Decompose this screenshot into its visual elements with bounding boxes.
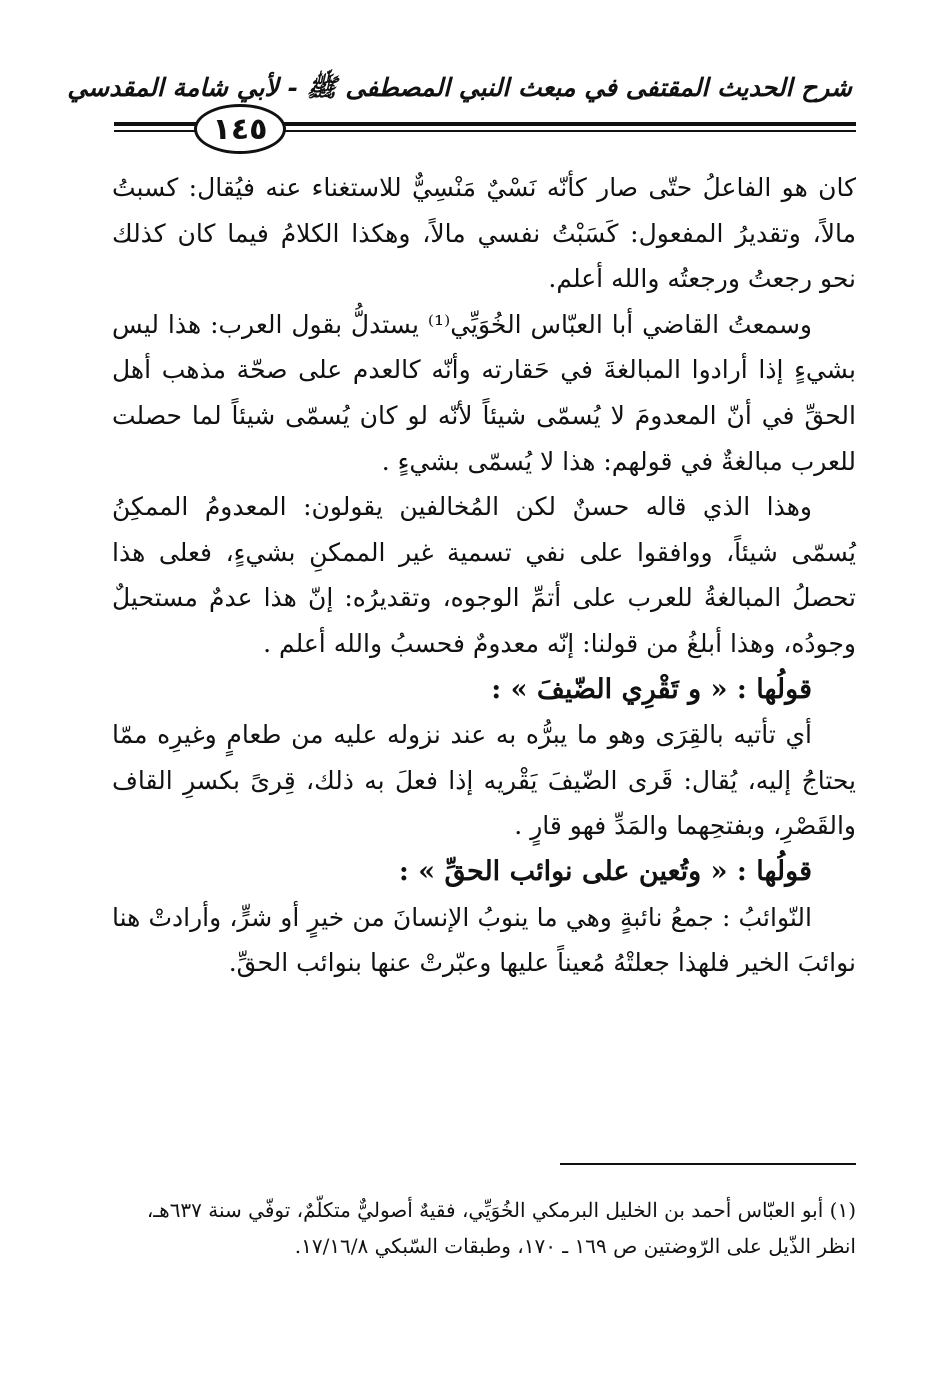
footnote-1-line-2: انظر الذّيل على الرّوضتين ص ١٦٩ ـ ١٧٠، وطبقات السّبكي ١٧/١٦/٨. (294, 1234, 856, 1258)
running-title: شرح الحديث المقتفى في مبعث النبي المصطفى ﷺ - لأبي شامة المقدسي (67, 73, 852, 102)
footnotes (112, 1192, 856, 1264)
page-number-badge: ١٤٥ (194, 104, 286, 154)
paragraph-1: كان هو الفاعلُ حتّى صار كأنّه نَسْيٌ مَنْسِيٌّ للاستغناء عنه فيُقال: كسبتُ مالاً، وتقديرُ المفعول: كَسَبْتُ نفسي مالاً، وهكذا الكلامُ فيما كان كذلك نحو رجعتُ ورجعتُه والله أعلم. (112, 173, 856, 294)
paragraph-4: أي تأتيه بالقِرَى وهو ما يبرُّه به عند نزوله عليه من طعامٍ وغيرِه ممّا يحتاجُ إليه، يُقال: قَرى الضّيفَ يَقْريه إذا فعلَ به ذلك، قِرىً بكسرِ القاف والقَصْرِ، وبفتحِهما والمَدِّ فهو قارٍ . (112, 720, 856, 841)
section-heading-1: قولُها : « و تَقْرِي الضّيفَ » : (491, 673, 812, 705)
section-heading-2: قولُها : « وتُعين على نوائب الحقِّ » : (398, 855, 812, 887)
paragraph-3: وهذا الذي قاله حسنٌ لكن المُخالفين يقولون: المعدومُ الممكِنُ يُسمّى شيئاً، ووافقوا على نفي تسمية غير الممكنِ بشيءٍ، فعلى هذا تحصلُ المبالغةُ للعرب على أتمِّ الوجوه، وتقديرُه: إنّ هذا عدمٌ مستحيلٌ وجودُه، وهذا أبلغُ من قولنا: إنّه معدومٌ فحسبُ والله أعلم . (112, 492, 856, 658)
paragraph-5: النّوائبُ : جمعُ نائبةٍ وهي ما ينوبُ الإنسانَ من خيرٍ أو شرٍّ، وأرادتْ هنا نوائبَ الخير فلهذا جعلتْهُ مُعيناً عليها وعبّرتْ عنها بنوائب الحقِّ. (112, 902, 856, 978)
footnote-separator (560, 1163, 856, 1165)
paragraph-2: وسمعتُ القاضي أبا العبّاس الخُوَيِّي⁽¹⁾ يستدلُّ بقول العرب: هذا ليس بشيءٍ إذا أرادوا المبالغةَ في حَقارته وأنّه كالعدم على صحّة مذهب أهل الحقِّ في أنّ المعدومَ لا يُسمّى شيئاً لأنّه لو كان يُسمّى شيئاً لما حصلت للعرب مبالغةٌ في قولهم: هذا لا يُسمّى بشيءٍ . (112, 309, 856, 476)
footnote-1-line-1: (١) أبو العبّاس أحمد بن الخليل البرمكي الخُوَيِّي، فقيهٌ أصوليٌّ متكلّمٌ، توفّي سنة ٦٣٧هـ، (146, 1198, 856, 1222)
main-text (112, 165, 856, 986)
